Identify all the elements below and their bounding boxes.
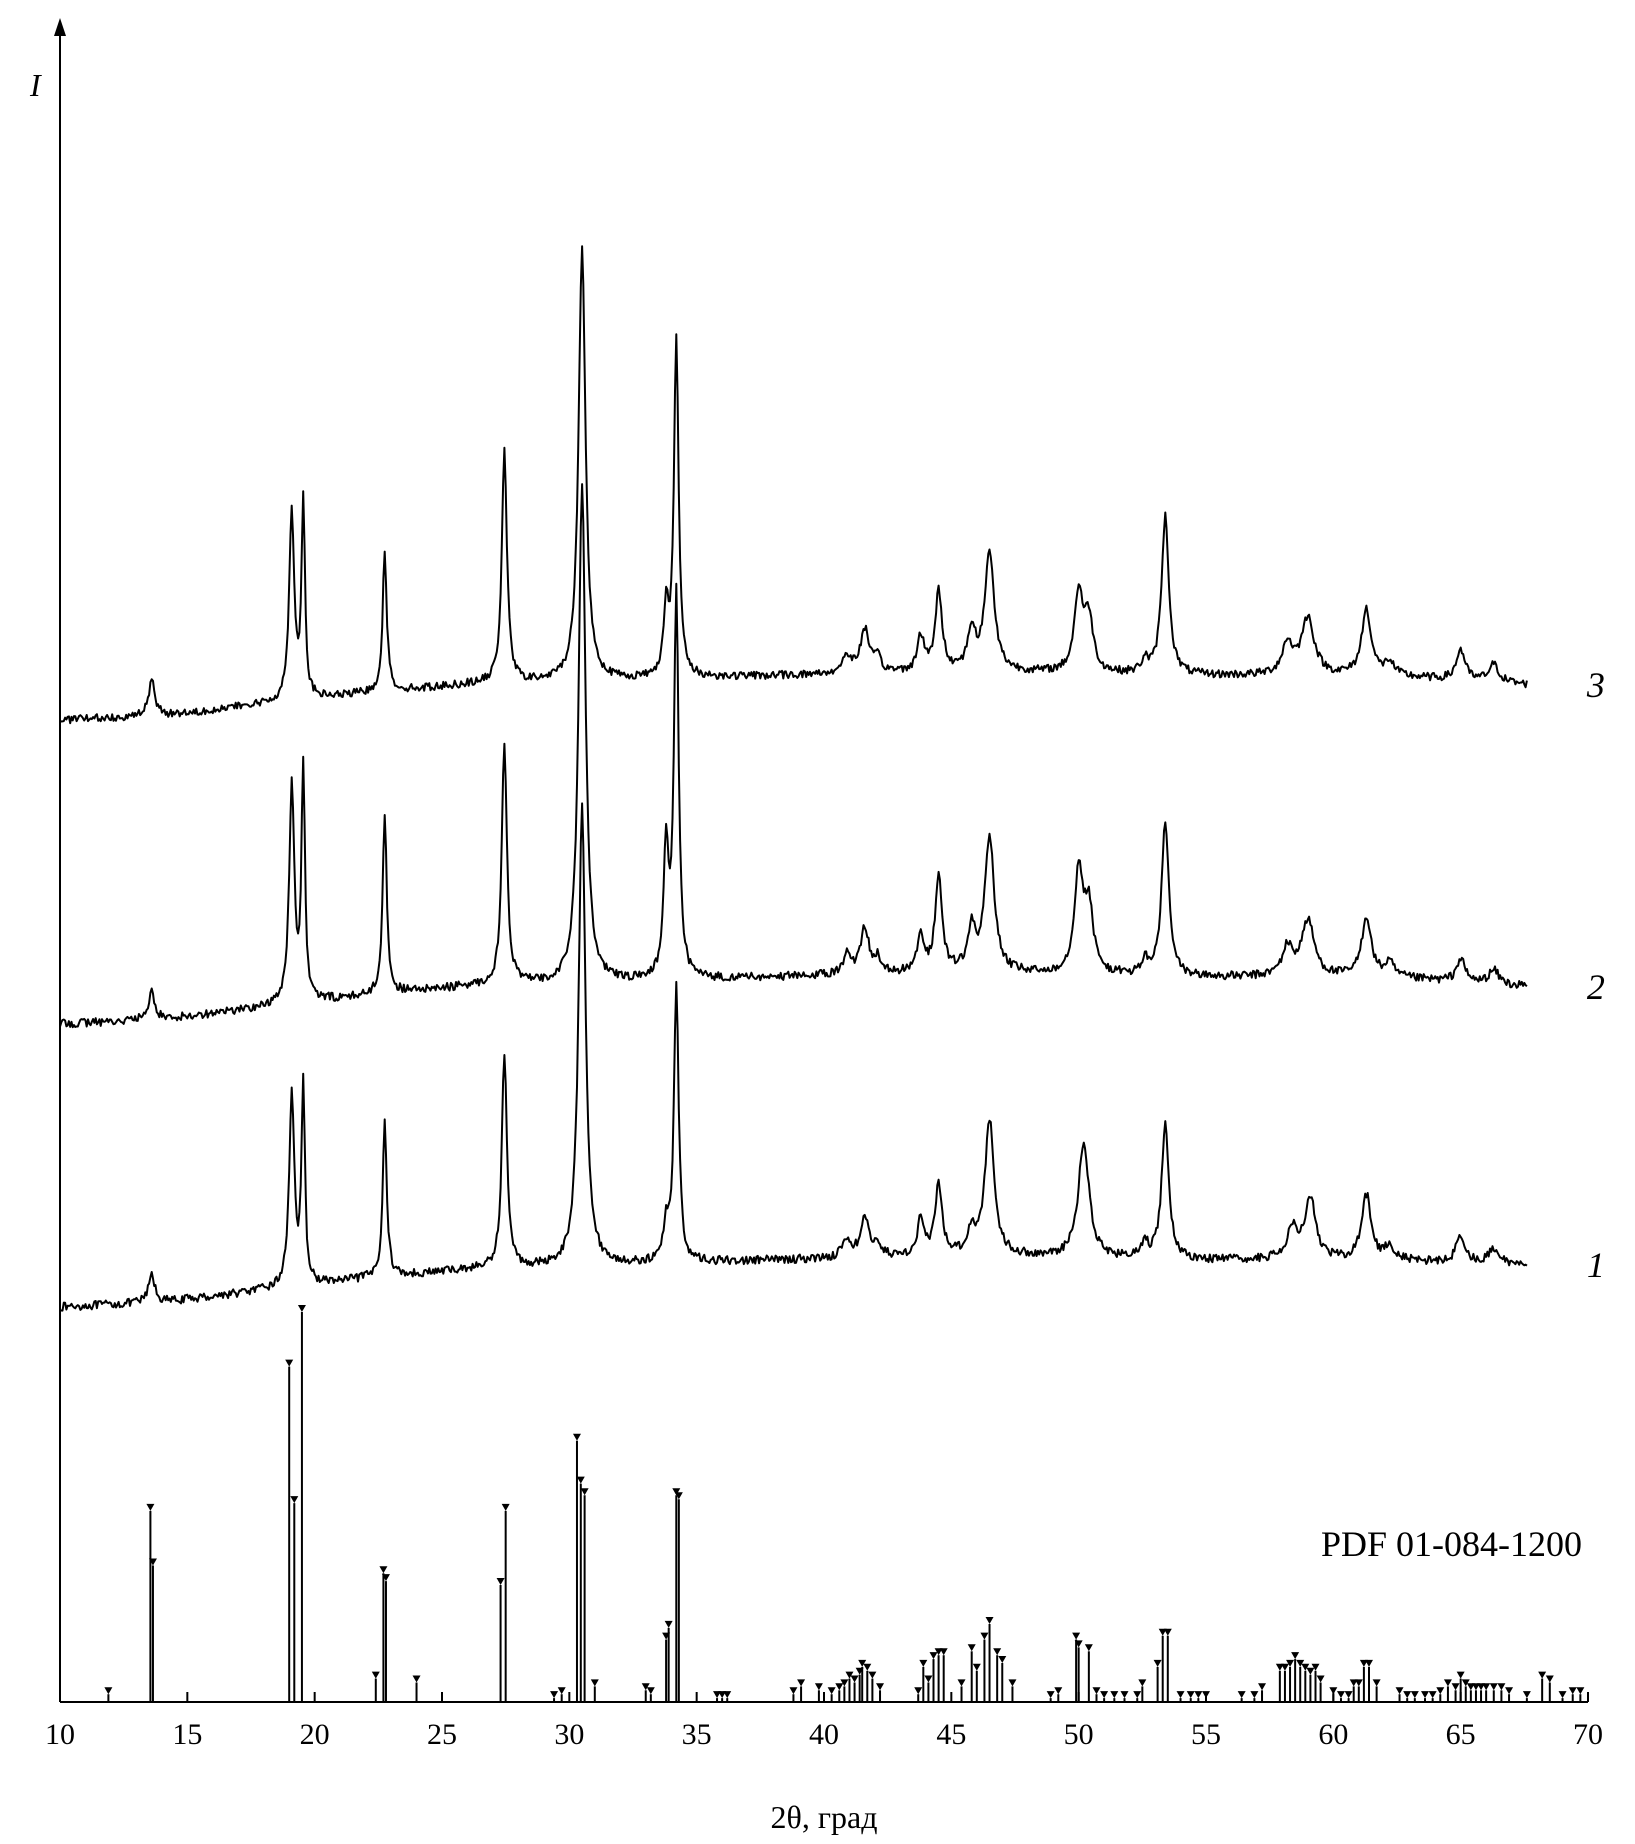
- reference-marker: [998, 1656, 1006, 1663]
- reference-marker: [558, 1687, 566, 1694]
- reference-marker: [1345, 1691, 1353, 1698]
- reference-marker: [1154, 1660, 1162, 1667]
- curve-label-3: 3: [1586, 664, 1605, 705]
- reference-marker: [502, 1504, 510, 1511]
- reference-marker: [1317, 1676, 1325, 1683]
- reference-marker: [835, 1683, 843, 1690]
- reference-marker: [993, 1648, 1001, 1655]
- curve-2: [60, 484, 1527, 1027]
- reference-marker: [1100, 1691, 1108, 1698]
- curve-1: [60, 803, 1527, 1310]
- reference-marker: [1250, 1691, 1258, 1698]
- reference-marker: [1444, 1679, 1452, 1686]
- reference-marker: [1396, 1687, 1404, 1694]
- reference-marker: [413, 1676, 421, 1683]
- reference-marker: [723, 1691, 731, 1698]
- reference-marker: [1538, 1672, 1546, 1679]
- reference-marker: [1187, 1691, 1195, 1698]
- curve-label-1: 1: [1586, 1245, 1605, 1286]
- x-tick-label: 30: [554, 1718, 585, 1751]
- reference-marker: [1258, 1683, 1266, 1690]
- reference-marker: [1365, 1660, 1373, 1667]
- reference-marker: [1355, 1679, 1363, 1686]
- reference-marker: [973, 1664, 981, 1671]
- reference-marker: [581, 1488, 589, 1495]
- reference-marker: [828, 1687, 836, 1694]
- reference-marker: [1505, 1687, 1513, 1694]
- reference-marker: [1238, 1691, 1246, 1698]
- y-axis-arrow: [54, 18, 66, 36]
- reference-marker: [647, 1687, 655, 1694]
- x-tick-label: 15: [172, 1718, 203, 1751]
- reference-marker: [986, 1617, 994, 1624]
- reference-marker: [290, 1496, 298, 1503]
- reference-marker: [1202, 1691, 1210, 1698]
- x-tick-label: 50: [1063, 1718, 1094, 1751]
- reference-marker: [1281, 1664, 1289, 1671]
- reference-marker: [1329, 1687, 1337, 1694]
- reference-marker: [1490, 1683, 1498, 1690]
- reference-marker: [968, 1644, 976, 1651]
- reference-marker: [1411, 1691, 1419, 1698]
- reference-marker: [104, 1687, 112, 1694]
- reference-marker: [797, 1679, 805, 1686]
- reference-marker: [665, 1621, 673, 1628]
- reference-marker: [1337, 1691, 1345, 1698]
- reference-marker: [1482, 1683, 1490, 1690]
- reference-marker: [573, 1434, 581, 1441]
- reference-marker: [285, 1360, 293, 1367]
- reference-marker: [1497, 1683, 1505, 1690]
- x-tick-label: 70: [1573, 1718, 1603, 1751]
- reference-marker: [1457, 1672, 1465, 1679]
- reference-marker: [1569, 1687, 1577, 1694]
- reference-marker: [298, 1305, 306, 1312]
- reference-marker: [940, 1648, 948, 1655]
- y-axis-title: I: [30, 67, 41, 103]
- diffraction-curves: [60, 246, 1605, 1310]
- x-tick-label: 65: [1445, 1718, 1476, 1751]
- x-tick-label: 20: [299, 1718, 330, 1751]
- x-tick-label: 55: [1191, 1718, 1221, 1751]
- x-tick-label: 10: [45, 1718, 75, 1751]
- reference-marker: [868, 1672, 876, 1679]
- reference-marker: [1008, 1679, 1016, 1686]
- reference-marker: [980, 1633, 988, 1640]
- reference-marker: [919, 1660, 927, 1667]
- x-tick-label: 35: [681, 1718, 712, 1751]
- reference-marker: [789, 1687, 797, 1694]
- reference-marker: [550, 1691, 558, 1698]
- reference-marker: [379, 1566, 387, 1573]
- reference-marker: [146, 1504, 154, 1511]
- reference-marker: [591, 1679, 599, 1686]
- reference-marker: [1559, 1691, 1567, 1698]
- reference-marker: [1452, 1683, 1460, 1690]
- reference-marker: [1072, 1633, 1080, 1640]
- reference-marker: [497, 1578, 505, 1585]
- reference-marker: [1133, 1691, 1141, 1698]
- reference-marker: [577, 1477, 585, 1484]
- reference-marker: [851, 1676, 859, 1683]
- reference-marker: [1429, 1691, 1437, 1698]
- curve-3: [60, 246, 1527, 723]
- reference-marker: [1164, 1629, 1172, 1636]
- reference-marker: [1306, 1668, 1314, 1675]
- x-axis-title: 2θ, град: [770, 1799, 878, 1835]
- x-tick-label: 60: [1318, 1718, 1349, 1751]
- reference-marker: [930, 1652, 938, 1659]
- reference-marker: [1092, 1687, 1100, 1694]
- reference-marker: [914, 1687, 922, 1694]
- reference-marker: [1121, 1691, 1129, 1698]
- reference-marker: [1546, 1676, 1554, 1683]
- reference-pattern-label: PDF 01-084-1200: [1320, 1524, 1582, 1564]
- reference-marker: [1373, 1679, 1381, 1686]
- reference-marker: [1291, 1652, 1299, 1659]
- reference-marker: [924, 1676, 932, 1683]
- reference-marker: [1403, 1691, 1411, 1698]
- reference-marker: [372, 1672, 380, 1679]
- reference-marker: [1421, 1691, 1429, 1698]
- reference-marker: [1110, 1691, 1118, 1698]
- x-tick-label: 25: [427, 1718, 457, 1751]
- reference-marker: [1436, 1687, 1444, 1694]
- reference-marker: [1138, 1679, 1146, 1686]
- reference-marker: [1085, 1644, 1093, 1651]
- reference-marker: [958, 1679, 966, 1686]
- reference-marker: [876, 1683, 884, 1690]
- reference-marker: [863, 1664, 871, 1671]
- reference-marker: [1047, 1691, 1055, 1698]
- reference-marker: [1576, 1687, 1584, 1694]
- reference-marker: [815, 1683, 823, 1690]
- x-tick-label: 40: [809, 1718, 839, 1751]
- reference-marker: [1194, 1691, 1202, 1698]
- reference-marker: [1177, 1691, 1185, 1698]
- x-tick-label: 45: [936, 1718, 967, 1751]
- reference-marker: [1054, 1687, 1062, 1694]
- reference-marker: [1523, 1691, 1531, 1698]
- reference-pattern: [104, 1305, 1584, 1702]
- curve-label-2: 2: [1586, 966, 1605, 1007]
